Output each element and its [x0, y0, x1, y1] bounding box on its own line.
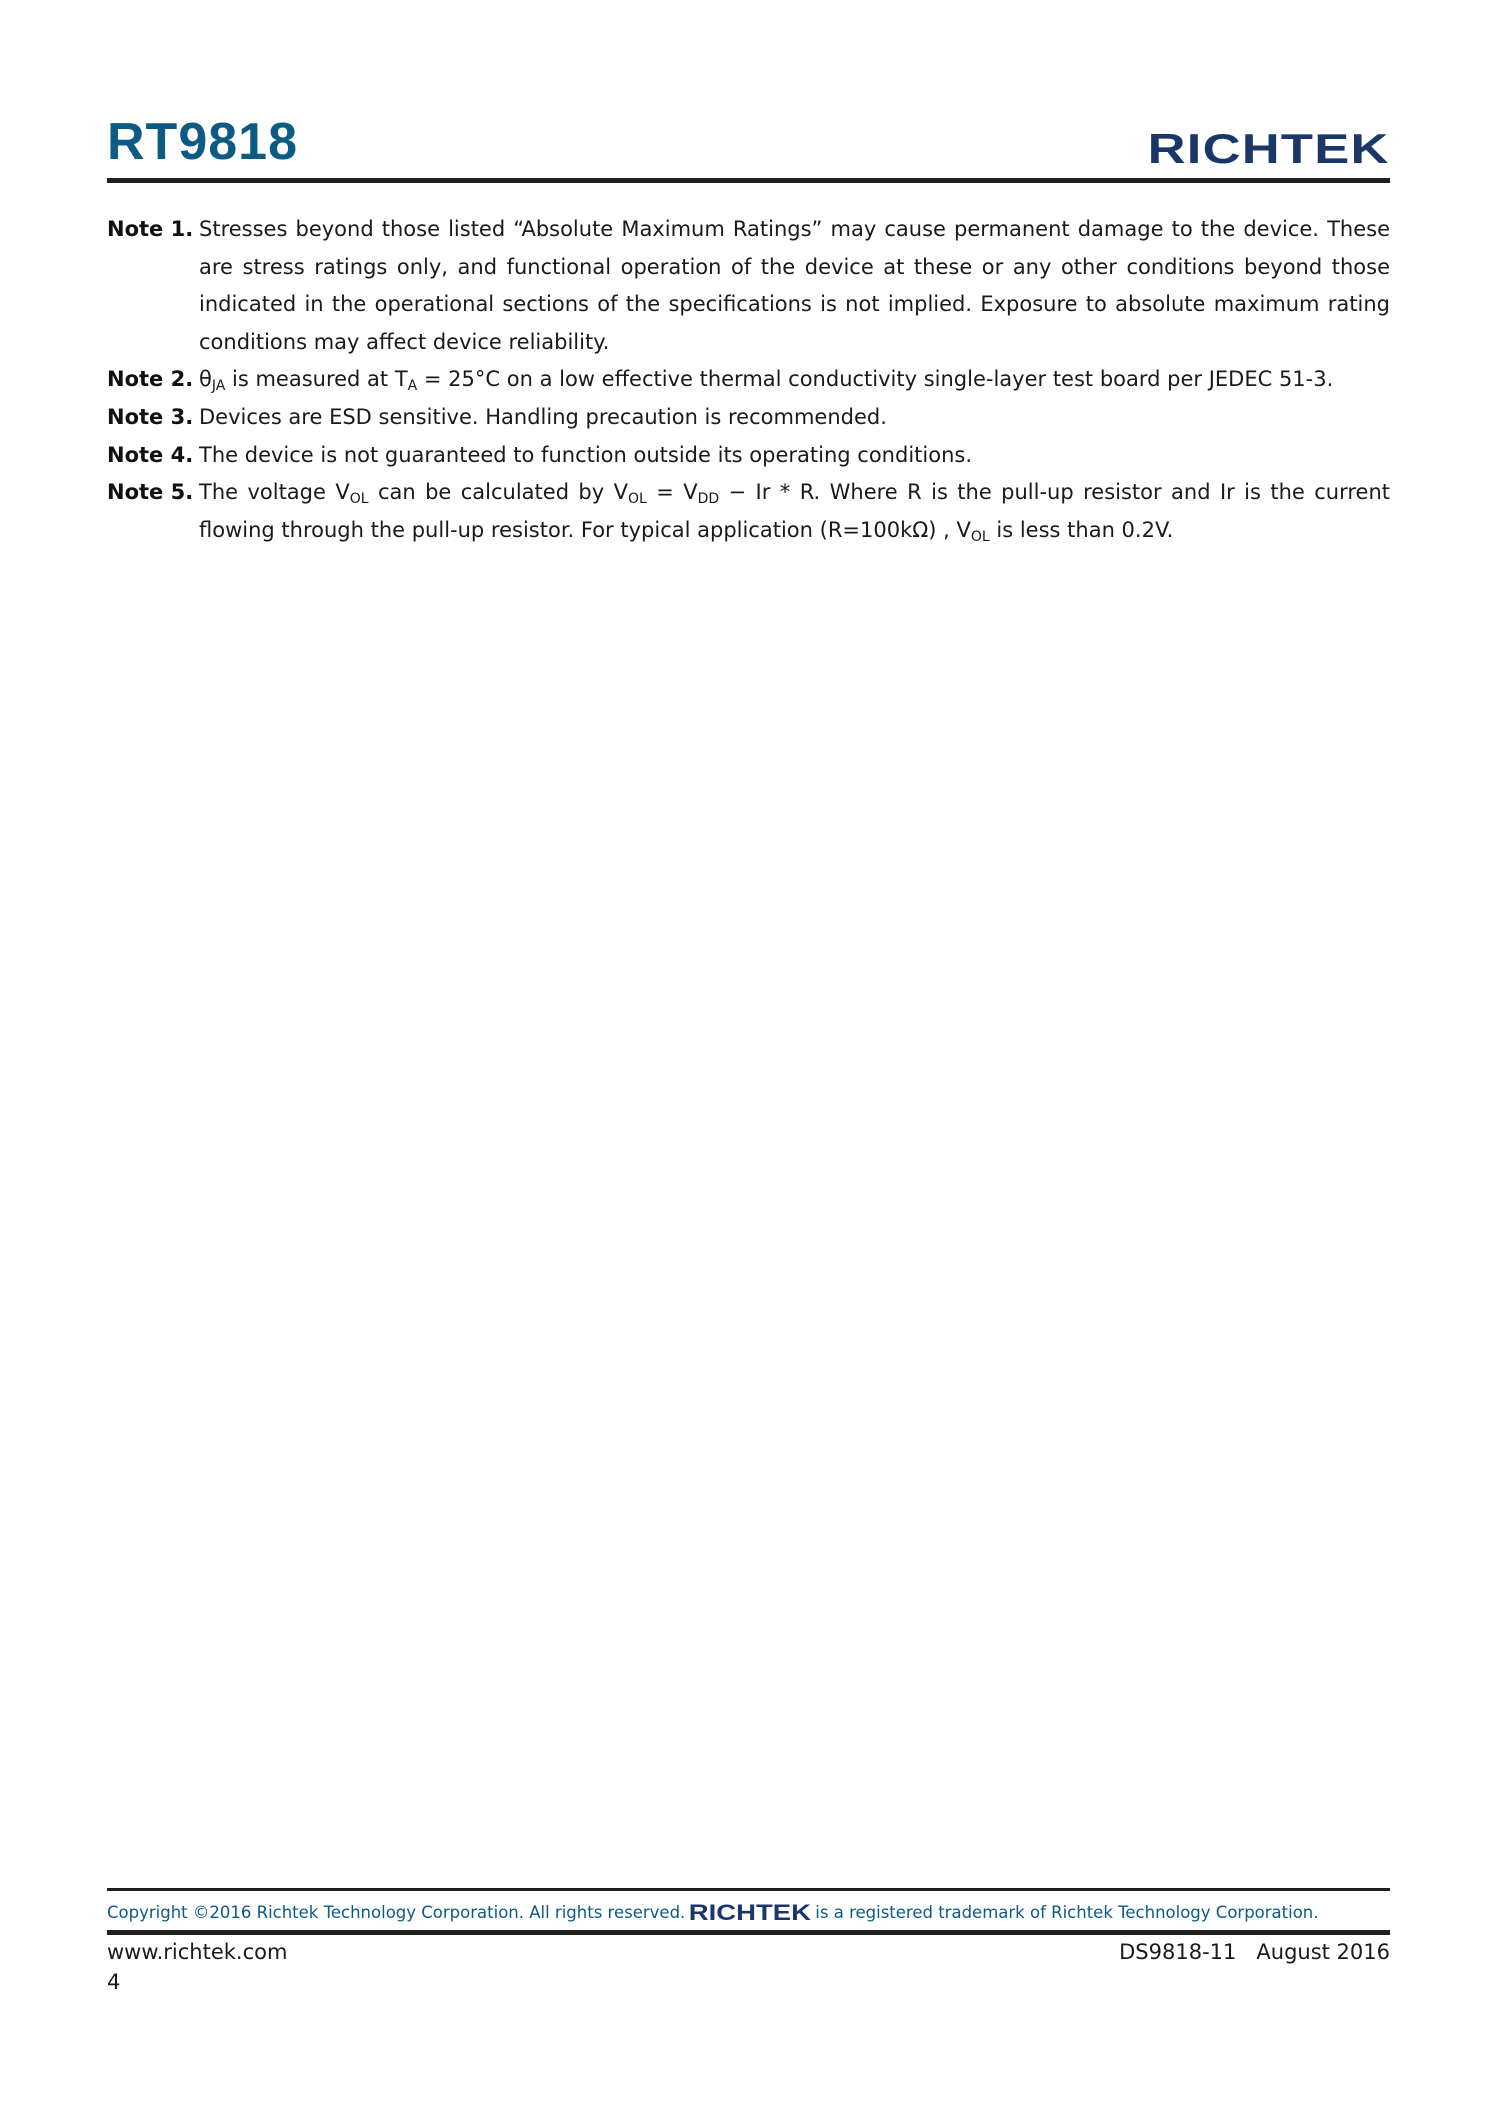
note-text-part: The voltage V [199, 480, 350, 505]
page-header [107, 112, 1390, 182]
note-text-part: can be calculated by V [368, 480, 628, 505]
page-number: 4 [107, 1970, 121, 1994]
footer-divider-bottom [107, 1930, 1390, 1935]
richtek-logo: RICHTEK [1147, 125, 1390, 172]
subscript: OL [627, 491, 647, 508]
subscript: OL [970, 528, 990, 545]
note-3 [107, 399, 1390, 437]
footer-logo-wrap [685, 1896, 815, 1930]
subscript: DD [697, 491, 720, 508]
note-label: Note 2. [107, 367, 194, 392]
note-text: The device is not guaranteed to function outside its operating conditions. [199, 442, 972, 467]
document-info [1119, 1936, 1390, 1968]
document-date: August 2016 [1256, 1940, 1390, 1964]
note-label: Note 5. [107, 480, 194, 505]
header-divider [107, 178, 1390, 183]
copyright-text: Copyright ©2016 Richtek Technology Corporation. All rights reserved. [107, 1903, 686, 1922]
notes-list [107, 211, 1390, 549]
note-2 [107, 361, 1390, 399]
note-5 [107, 474, 1390, 549]
note-label: Note 3. [107, 404, 194, 429]
footer-copyright [107, 1896, 1390, 1930]
note-text [199, 474, 1390, 549]
footer-richtek-logo: RICHTEK [689, 1900, 812, 1925]
document-id: DS9818-11 [1119, 1940, 1237, 1964]
note-text-part: − Ir * R. Where R is the pull-up resistor and Ir is the current flowing through the pull-up resistor. For typical application (R=100kΩ) , V [199, 480, 1390, 542]
trademark-text: is a registered trademark of Richtek Technology Corporation. [815, 1903, 1319, 1922]
website-link[interactable]: www.richtek.com [107, 1940, 288, 1964]
note-text: Stresses beyond those listed “Absolute Maximum Ratings” may cause permanent damage to the device. These are stress ratings only, and functional operation of the device at these or any other conditions beyond those indicated in the operational sections of the specifications is not implied. Exposure to absolute maximum rating conditions may affect device reliability. [199, 217, 1390, 354]
note-1 [107, 211, 1390, 361]
subscript: A [407, 378, 418, 395]
note-label: Note 4. [107, 442, 194, 467]
note-text [199, 361, 1390, 399]
note-text-part: = V [646, 480, 698, 505]
footer-divider-top [107, 1888, 1390, 1891]
theta-symbol: θ [199, 367, 212, 392]
subscript: JA [211, 378, 226, 395]
subscript: OL [349, 491, 369, 508]
note-label: Note 1. [107, 217, 194, 241]
note-text-part: is measured at T [225, 367, 408, 392]
note-text-part: = 25°C on a low effective thermal conductivity single-layer test board per JEDEC 51-3. [417, 367, 1334, 392]
note-text-part: is less than 0.2V. [989, 517, 1174, 542]
part-number-title: RT9818 [107, 113, 298, 171]
note-4 [107, 437, 1390, 475]
note-text: Devices are ESD sensitive. Handling precaution is recommended. [199, 404, 887, 429]
